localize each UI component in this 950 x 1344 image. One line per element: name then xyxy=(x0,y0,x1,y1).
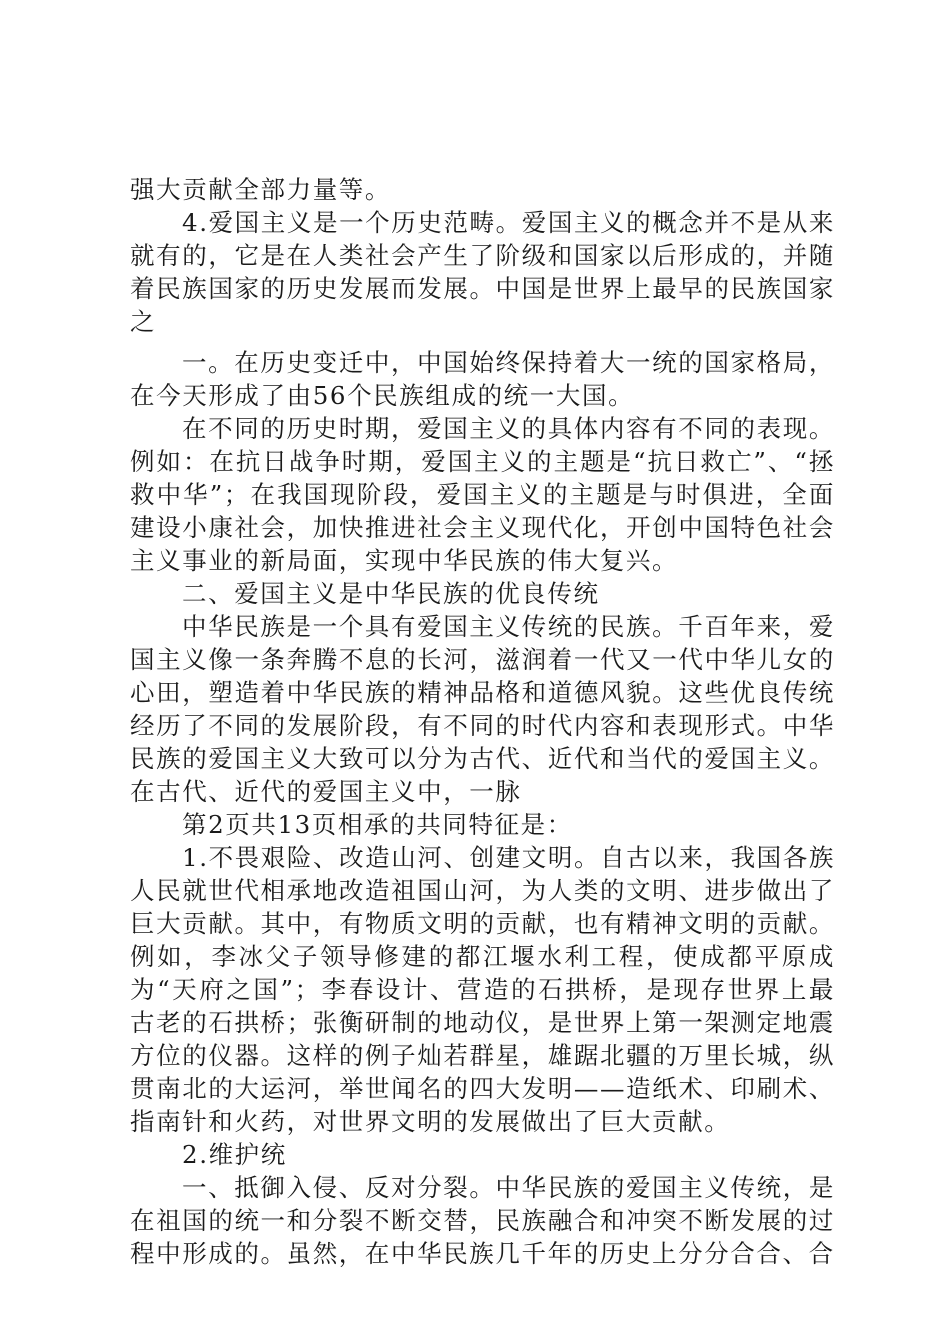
body-text xyxy=(130,173,835,1270)
section-heading: 二、爱国主义是中华民族的优良传统 xyxy=(182,579,600,608)
paragraph-unified-nation: 一。在历史变迁中，中国始终保持着大一统的国家格局，在今天形成了由56个民族组成的统一大国。 xyxy=(130,348,835,410)
paragraph-resist-invasion: 一、抵御入侵、反对分裂。中华民族的爱国主义传统，是在祖国的统一和分裂不断交替，民族融合和冲突不断发展的过程中形成的。虽然，在中华民族几千年的历史上分分合合、合 xyxy=(130,1173,835,1268)
paragraph-historical-category: 4.爱国主义是一个历史范畴。爱国主义的概念并不是从来就有的，它是在人类社会产生了阶级和国家以后形成的，并随着民族国家的历史发展而发展。中国是世界上最早的民族国家之 xyxy=(130,208,835,336)
paragraph-fine-tradition: 中华民族是一个具有爱国主义传统的民族。千百年来，爱国主义像一条奔腾不息的长河，滋润着一代又一代中华儿女的心田，塑造着中华民族的精神品格和道德风貌。这些优良传统经历了不同的发展阶段，有不同的时代内容和表现形式。中华民族的爱国主义大致可以分为古代、近代和当代的爱国主义。在古代、近代的爱国主义中，一脉 xyxy=(130,612,835,806)
paragraph-create-civilization: 1.不畏艰险、改造山河、创建文明。自古以来，我国各族人民就世代相承地改造祖国山河，为人类的文明、进步做出了巨大贡献。其中，有物质文明的贡献，也有精神文明的贡献。例如，李冰父子领导修建的都江堰水利工程，使成都平原成为“天府之国”；李春设计、营造的石拱桥，是现存世界上最古老的石拱桥；张衡研制的地动仪，是世界上第一架测定地震方位的仪器。这样的例子灿若群星，雄踞北疆的万里长城，纵贯南北的大运河，举世闻名的四大发明——造纸术、印刷术、指南针和火药，对世界文明的发展做出了巨大贡献。 xyxy=(130,843,835,1136)
paragraph-continuation: 强大贡献全部力量等。 xyxy=(130,175,391,204)
paragraph-maintain-unity-heading: 2.维护统 xyxy=(182,1140,287,1169)
paragraph-historical-periods: 在不同的历史时期，爱国主义的具体内容有不同的表现。例如：在抗日战争时期，爱国主义的主题是“抗日救亡”、“拯救中华”；在我国现阶段，爱国主义的主题是与时俱进，全面建设小康社会，加快推进社会主义现代化，开创中国特色社会主义事业的新局面，实现中华民族的伟大复兴。 xyxy=(130,414,835,575)
page-footer-line: 第2页共13页相承的共同特征是： xyxy=(182,810,573,839)
